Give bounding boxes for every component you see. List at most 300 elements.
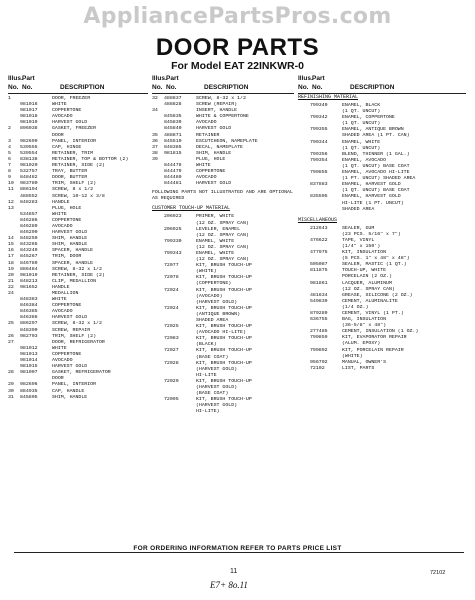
part-number: 212643 — [310, 225, 328, 231]
illus-number: 14 — [8, 236, 14, 242]
part-number: 981015 — [20, 364, 38, 370]
part-description: (1/4" x 150') — [342, 243, 381, 249]
part-description: ENAMEL, ANTIQUE BROWN — [342, 127, 404, 133]
part-number: 981020 — [20, 163, 38, 169]
header-part: Part — [22, 75, 35, 82]
part-description: SHIM, HANDLE — [196, 150, 232, 156]
part-description: (1 QT. UNCUT) — [342, 109, 381, 115]
part-description: DECAL, NAMEPLATE — [196, 144, 243, 150]
part-description: HANDLE — [52, 199, 70, 205]
part-number: 206923 — [164, 214, 182, 220]
part-description: (ALUM. EPOXY) — [342, 341, 381, 347]
part-description: TRIM, DOOR — [52, 254, 82, 260]
part-number: 845839 — [164, 120, 182, 126]
part-description: (COPPERTONE) — [196, 281, 232, 287]
part-description: SHIM, HANDLE — [52, 236, 88, 242]
part-description: (1 PT. UNCUT) SHADED AREA — [342, 176, 416, 182]
part-description: CEMENT, INSULATION (1 OZ.) — [342, 329, 419, 335]
part-row — [298, 366, 466, 372]
part-number: 983780 — [20, 181, 38, 187]
part-description: COPPERTONE — [52, 351, 82, 357]
illus-number: 22 — [8, 284, 14, 290]
part-description: RETAINER, SIDE (2) — [52, 163, 105, 169]
part-description: (BASE COAT) — [196, 391, 229, 397]
part-description: HI-LITE (1 PT. UNCUT) — [342, 200, 404, 206]
illus-number: 38 — [152, 150, 158, 156]
illus-number: 12 — [8, 199, 14, 205]
part-number: 837883 — [310, 182, 328, 188]
part-description: SEALER, MASTIC (1 QT.) — [342, 262, 407, 268]
illus-number: 30 — [8, 388, 14, 394]
part-number: 982699 — [20, 138, 38, 144]
part-description: PLUG, HOLE — [196, 156, 226, 162]
part-description: SHADED AREA — [342, 206, 375, 212]
part-description: SCREW, 10-12 x 3/8 — [52, 193, 105, 199]
part-number: 539555 — [20, 144, 38, 150]
part-row — [152, 409, 294, 415]
part-number: 72028 — [164, 360, 179, 366]
parts-sheet — [8, 74, 464, 596]
part-description: ENAMEL, AVOCADO — [342, 157, 387, 163]
part-description: KIT, INSULATION — [342, 250, 387, 256]
part-description: TRIM, SHELF (2) — [52, 181, 97, 187]
header-illus: Illus. — [298, 75, 313, 82]
part-description: TAPE, VINYL — [342, 237, 375, 243]
part-number: 981016 — [20, 102, 38, 108]
part-description: SHADED AREA — [196, 318, 229, 323]
part-number: 981013 — [20, 351, 38, 357]
part-description: SPACER, HANDLE — [52, 260, 94, 266]
header-illus: Illus. — [8, 75, 23, 82]
part-description: SCREW, 8 x 1/2 — [52, 187, 94, 193]
part-description: (23 PCS. 5/16" x 7") — [342, 231, 401, 237]
part-number: 505087 — [310, 262, 328, 268]
part-description: SCREW, 8-32 x 1/2 — [52, 321, 102, 327]
parts-list — [152, 94, 294, 187]
part-description: KIT, BRUSH TOUCH-UP — [196, 305, 252, 311]
part-description: SEALER, GUM — [342, 225, 375, 231]
column-header — [152, 74, 294, 94]
part-number — [310, 207, 342, 213]
part-description: (12 OZ. SPRAY CAN) — [196, 244, 249, 250]
illus-number: 2 — [8, 126, 11, 132]
part-description: COPPERTONE — [52, 303, 82, 309]
part-description: WHITE — [52, 102, 67, 108]
header-partno: No. — [22, 84, 33, 91]
parts-column-2 — [152, 74, 294, 594]
part-number: 835505 — [310, 194, 328, 200]
part-description: HARVEST GOLD — [52, 120, 88, 126]
part-description: SHIM, HANDLE — [52, 394, 88, 400]
part-description: COPPERTONE — [196, 169, 226, 175]
part-number: 72025 — [164, 324, 179, 330]
part-number: 843265 — [20, 242, 38, 248]
part-number: 845510 — [164, 138, 182, 144]
parts-list — [298, 224, 466, 372]
part-number: 838138 — [20, 156, 38, 162]
part-description: PANEL, INTERIOR — [52, 382, 97, 388]
part-description: KIT, BRUSH TOUCH-UP — [196, 378, 252, 384]
header-partno: No. — [166, 84, 177, 91]
part-description: MANUAL, OWNER'S — [342, 359, 387, 365]
part-description: GASKET, REFRIGERATOR — [52, 370, 111, 376]
part-description: (1 QT. UNCUT) BASE COAT — [342, 163, 410, 169]
part-description: (AVOCADO HI-LITE) — [196, 330, 246, 336]
part-number: 799340 — [310, 103, 328, 108]
part-number: 846289 — [20, 223, 38, 229]
part-number: 72083 — [164, 336, 179, 342]
part-number: 539554 — [20, 150, 38, 156]
part-number: 982696 — [20, 382, 38, 388]
part-description: (12 OZ. SPRAY CAN) — [196, 257, 249, 263]
part-number: 488837 — [164, 96, 182, 101]
part-number: 956702 — [310, 359, 328, 365]
part-description: DOOR — [52, 132, 64, 138]
part-description: KIT, BRUSH TOUCH-UP — [196, 360, 252, 366]
part-number: 72102 — [310, 365, 325, 371]
parts-list — [298, 101, 466, 213]
part-number — [164, 409, 196, 415]
illus-number: 28 — [8, 370, 14, 376]
section-heading: CUSTOMER TOUCH-UP MATERIAL — [152, 205, 231, 212]
part-description: MEDALLION — [52, 291, 79, 296]
part-number: 477975 — [310, 250, 328, 256]
part-description: ENAMEL, COPPERTONE — [342, 115, 395, 121]
illus-number: 3 — [8, 138, 11, 144]
part-number: 981861 — [310, 280, 328, 286]
part-description: ENAMEL, AVOCADO HI-LITE — [342, 170, 410, 176]
illus-number: 32 — [152, 96, 158, 101]
part-description: CAP, HINGE — [52, 144, 82, 150]
part-description: (BLACK) — [196, 342, 217, 348]
part-description: HI-LITE) — [196, 409, 220, 415]
part-description: (12 OZ. SPRAY CAN) — [196, 220, 249, 226]
part-number: 799859 — [310, 335, 328, 341]
part-number: 846290 — [20, 230, 38, 236]
part-number: 843249 — [20, 248, 38, 254]
illus-number: 6 — [8, 156, 11, 162]
part-description: KIT, BRUSH TOUCH-UP — [196, 397, 252, 403]
header-description: DESCRIPTION — [350, 84, 395, 91]
illus-number: 16 — [8, 248, 14, 254]
illus-number: 29 — [8, 382, 14, 388]
illus-number: 25 — [8, 321, 14, 327]
part-number: 981012 — [20, 345, 38, 351]
part-number: 72024 — [164, 305, 179, 311]
illus-number: 34 — [152, 108, 158, 114]
part-row — [8, 395, 148, 401]
header-illus: Illus. — [152, 75, 167, 82]
part-number: 844481 — [164, 181, 182, 187]
part-number: 844480 — [164, 175, 182, 181]
section-heading: REFINISHING MATERIAL — [298, 94, 359, 100]
part-number: 845805 — [20, 394, 38, 400]
illus-number: 1 — [8, 96, 11, 101]
part-description: TOUCH-UP, WHITE — [342, 268, 387, 274]
part-description: KIT, BRUSH TOUCH-UP — [196, 324, 252, 330]
part-number: 848390 — [20, 327, 38, 333]
illus-number: 8 — [8, 169, 11, 175]
part-description: RETAINER, SIDE (2) — [52, 272, 105, 278]
part-description: DOOR — [52, 376, 64, 382]
illus-number: 10 — [8, 181, 14, 187]
illus-number: 13 — [8, 205, 14, 211]
part-description: (1/4 OZ.) — [342, 304, 369, 310]
part-description: ENAMEL, WHITE — [196, 250, 235, 256]
illus-number: 4 — [8, 144, 11, 150]
parts-column-1 — [8, 74, 148, 594]
part-number: 886297 — [20, 321, 38, 327]
part-description: WHITE — [52, 345, 67, 351]
part-number: 799342 — [310, 115, 328, 121]
header-description: DESCRIPTION — [204, 84, 249, 91]
part-number: 72029 — [164, 378, 179, 384]
part-description: KIT, BRUSH TOUCH-UP — [196, 287, 252, 293]
part-number: 476622 — [310, 237, 328, 243]
part-number: 799355 — [310, 127, 328, 133]
part-number: 799356 — [310, 151, 328, 157]
part-description: CEMENT, ALUMINALITE — [342, 298, 398, 304]
part-number: 534857 — [20, 211, 38, 217]
part-number: 488552 — [20, 193, 38, 199]
part-description: HARVEST GOLD — [196, 181, 232, 187]
illus-number — [298, 207, 310, 213]
part-number: 72077 — [164, 263, 179, 269]
part-description: (ANTIQUE BROWN) — [196, 311, 241, 317]
part-number: 846789 — [20, 260, 38, 266]
header-partno: No. — [312, 84, 323, 91]
part-number: 549839 — [310, 298, 328, 304]
part-description: KIT, PORCELAIN REPAIR — [342, 347, 404, 353]
part-description: PORCELAIN (2 OZ.) — [342, 274, 392, 280]
part-number: 799354 — [310, 157, 328, 163]
part-description: DOOR, FREEZER — [52, 96, 91, 101]
handwritten-note: E7+ 8o.11 — [210, 580, 248, 590]
parts-column-3 — [298, 74, 466, 594]
part-number: 72027 — [164, 348, 179, 354]
part-number: 844479 — [164, 169, 182, 175]
part-description: GREASE, SILICONE (2 OZ.) — [342, 292, 413, 298]
parts-list — [8, 94, 148, 401]
header-part: Part — [312, 75, 325, 82]
part-number: 981652 — [20, 284, 38, 290]
part-description: AVOCADO — [52, 309, 73, 315]
part-description: (AVOCADO) — [196, 293, 223, 299]
page-title: DOOR PARTS — [155, 34, 320, 61]
part-description: AVOCADO — [196, 120, 217, 126]
part-row — [298, 207, 466, 213]
illus-number: 15 — [8, 242, 14, 248]
part-description: (BASE COAT) — [196, 354, 229, 360]
part-number: 481634 — [310, 292, 328, 298]
form-number: 72102 — [430, 570, 446, 576]
illus-number: 19 — [8, 266, 14, 272]
model-subtitle: For Model EAT 22INKWR-0 — [171, 60, 304, 72]
illus-number: 31 — [8, 394, 14, 400]
part-description: INSERT, HANDLE — [196, 108, 238, 114]
part-description: KIT, EVAPORATOR REPAIR — [342, 335, 407, 341]
illus-number — [298, 366, 310, 372]
part-number: 884935 — [20, 388, 38, 394]
part-description: HI-LITE — [196, 372, 217, 378]
part-number: 848482 — [20, 175, 38, 181]
ordering-footer: FOR ORDERING INFORMATION REFER TO PARTS PRICE LIST — [133, 545, 342, 552]
illus-number: 35 — [152, 132, 158, 138]
illus-number: 24 — [8, 291, 14, 296]
part-number: 799344 — [310, 139, 328, 145]
illus-number: 11 — [8, 187, 14, 193]
part-description: LACQUER, ALUMINUM — [342, 280, 392, 286]
column-header — [8, 74, 148, 94]
part-description: SCREW, 8-32 x 1/2 — [196, 96, 246, 101]
part-number: 532757 — [20, 169, 38, 175]
illus-number: 9 — [8, 175, 11, 181]
illus-number: 36 — [152, 138, 158, 144]
part-number: 981017 — [20, 108, 38, 114]
watermark: AppliancePartsPros.com — [83, 4, 392, 29]
part-description: HANDLE — [52, 284, 70, 290]
part-number: 981019 — [20, 120, 38, 126]
part-number: 488871 — [164, 132, 182, 138]
part-description: KIT, BRUSH TOUCH-UP — [196, 336, 252, 342]
part-description: HARVEST GOLD — [52, 230, 88, 236]
part-description: (HARVEST GOLD) — [196, 299, 238, 305]
part-number: 886194 — [20, 187, 38, 193]
part-description: CEMENT, VINYL (1 PT.) — [342, 311, 404, 316]
section-heading: MISCELLANEOUS — [298, 216, 338, 223]
part-description: ENAMEL, HARVEST GOLD — [342, 182, 401, 188]
parts-list — [152, 212, 294, 415]
part-description: GASKET, FREEZER — [52, 126, 97, 132]
part-description: HARVEST GOLD — [196, 126, 232, 132]
part-description: PANEL, INTERIOR — [52, 138, 97, 144]
header-description: DESCRIPTION — [60, 84, 105, 91]
part-description: TRAY, BUTTER — [52, 169, 88, 175]
divider — [14, 552, 464, 553]
part-number: 488828 — [164, 102, 182, 108]
part-description: TRIM, SHELF (2) — [52, 333, 97, 339]
part-description: WHITE — [196, 163, 211, 169]
part-number: 72024 — [164, 287, 179, 293]
part-description: CLIP, MEDALLION — [52, 278, 97, 284]
illus-number: 7 — [8, 163, 11, 169]
part-description: RETAINER, TRIM — [52, 150, 94, 156]
part-description: HARVEST GOLD — [52, 364, 88, 370]
part-description: DOOR, BUTTER — [52, 175, 88, 181]
column-header — [298, 74, 466, 94]
part-number: 848213 — [20, 278, 38, 284]
part-number: 981019 — [20, 272, 38, 278]
part-number: 848250 — [20, 236, 38, 242]
header-part: Part — [166, 75, 179, 82]
illus-number: 39 — [152, 156, 158, 162]
header-no: No. — [298, 84, 309, 91]
part-description: ENAMEL, WHITE — [196, 238, 235, 244]
part-description: (1 QT. UNCUT) BASE COAT — [342, 188, 410, 194]
part-number: 981018 — [20, 114, 38, 120]
part-description: KIT, BRUSH TOUCH-UP — [196, 348, 252, 354]
part-number: 845267 — [20, 254, 38, 260]
part-number: 846384 — [20, 303, 38, 309]
part-description: (HARVEST GOLD) — [196, 385, 238, 391]
part-description: SHADED AREA (1 PT. CAN) — [342, 133, 410, 139]
part-number: 896038 — [20, 126, 38, 132]
part-number: 799892 — [310, 347, 328, 353]
part-description: LEVELER, ENAMEL — [196, 226, 241, 232]
part-number: 811875 — [310, 268, 328, 274]
part-description: COPPERTONE — [52, 217, 82, 223]
part-number: 844478 — [164, 163, 182, 169]
part-description: HARVEST GOLD — [52, 315, 88, 321]
part-description: ENAMEL, WHITE — [342, 139, 381, 145]
illus-number: 37 — [152, 144, 158, 150]
part-description: COPPERTONE — [52, 108, 82, 114]
part-number: 982703 — [20, 333, 38, 339]
illus-number — [152, 409, 164, 415]
part-number: 848383 — [20, 297, 38, 303]
part-description: RETAINER, TOP & BOTTOM (2) — [52, 156, 129, 162]
part-number: 879289 — [310, 311, 328, 316]
part-description: SCREW, 8-32 x 1/2 — [52, 266, 102, 272]
optional-parts-note: FOLLOWING PARTS NOT ILLUSTRATED AND ARE OPTIONAL AS REQUIRED — [152, 190, 293, 202]
part-number: 981007 — [20, 370, 38, 376]
illus-number: 18 — [8, 260, 14, 266]
part-description: AVOCADO — [52, 223, 73, 229]
header-no: No. — [8, 84, 19, 91]
part-description: KIT, BRUSH TOUCH-UP — [196, 263, 252, 269]
part-number: 72095 — [164, 397, 179, 403]
part-description: CAP, HANDLE — [52, 388, 85, 394]
illus-number: 17 — [8, 254, 14, 260]
part-description: ESCUTCHEON, NAMEPLATE — [196, 138, 258, 144]
part-description: AVOCADO — [52, 358, 73, 364]
illus-number: 20 — [8, 272, 14, 278]
part-description: PRIMER, WHITE — [196, 214, 235, 220]
part-description: WHITE — [52, 297, 67, 303]
part-description: (1 QT. UNCUT) — [342, 121, 381, 127]
part-number: 799330 — [164, 238, 182, 244]
part-number: 799855 — [310, 170, 328, 176]
page-number: 11 — [230, 568, 238, 575]
part-number: 636755 — [310, 317, 328, 323]
part-description: BLEND, THINNER (1 GAL.) — [342, 151, 410, 157]
part-number: 845840 — [164, 126, 182, 132]
part-number: 846286 — [20, 217, 38, 223]
part-description: BAG, INSULATION — [342, 317, 387, 323]
part-number: 845835 — [164, 114, 182, 120]
part-description: RETAINER — [196, 132, 220, 138]
illus-number: 27 — [8, 339, 14, 345]
part-description: KIT, BRUSH TOUCH-UP — [196, 275, 252, 281]
part-number: 846385 — [20, 309, 38, 315]
part-description: SCREW (REPAIR) — [196, 102, 238, 108]
part-description: (12 OZ. SPRAY CAN) — [342, 286, 395, 292]
part-description: DOOR, REFRIGERATOR — [52, 339, 105, 345]
part-description: (36-5/8" x 48") — [342, 323, 387, 329]
part-number: 886484 — [20, 266, 38, 272]
part-description: AVOCADO — [52, 114, 73, 120]
part-description: (WHITE) — [342, 353, 363, 359]
part-description: (5 PCS. 1" x 48" x 48") — [342, 256, 410, 262]
part-number: 846386 — [20, 315, 38, 321]
part-description: WHITE & COPPERTONE — [196, 114, 249, 120]
illus-number — [152, 181, 164, 187]
part-description: (WHITE) — [196, 269, 217, 275]
part-number: 981014 — [20, 358, 38, 364]
part-description: (HARVEST GOLD) — [196, 403, 238, 409]
part-number: 206925 — [164, 226, 182, 232]
part-number: 981815 — [164, 150, 182, 156]
